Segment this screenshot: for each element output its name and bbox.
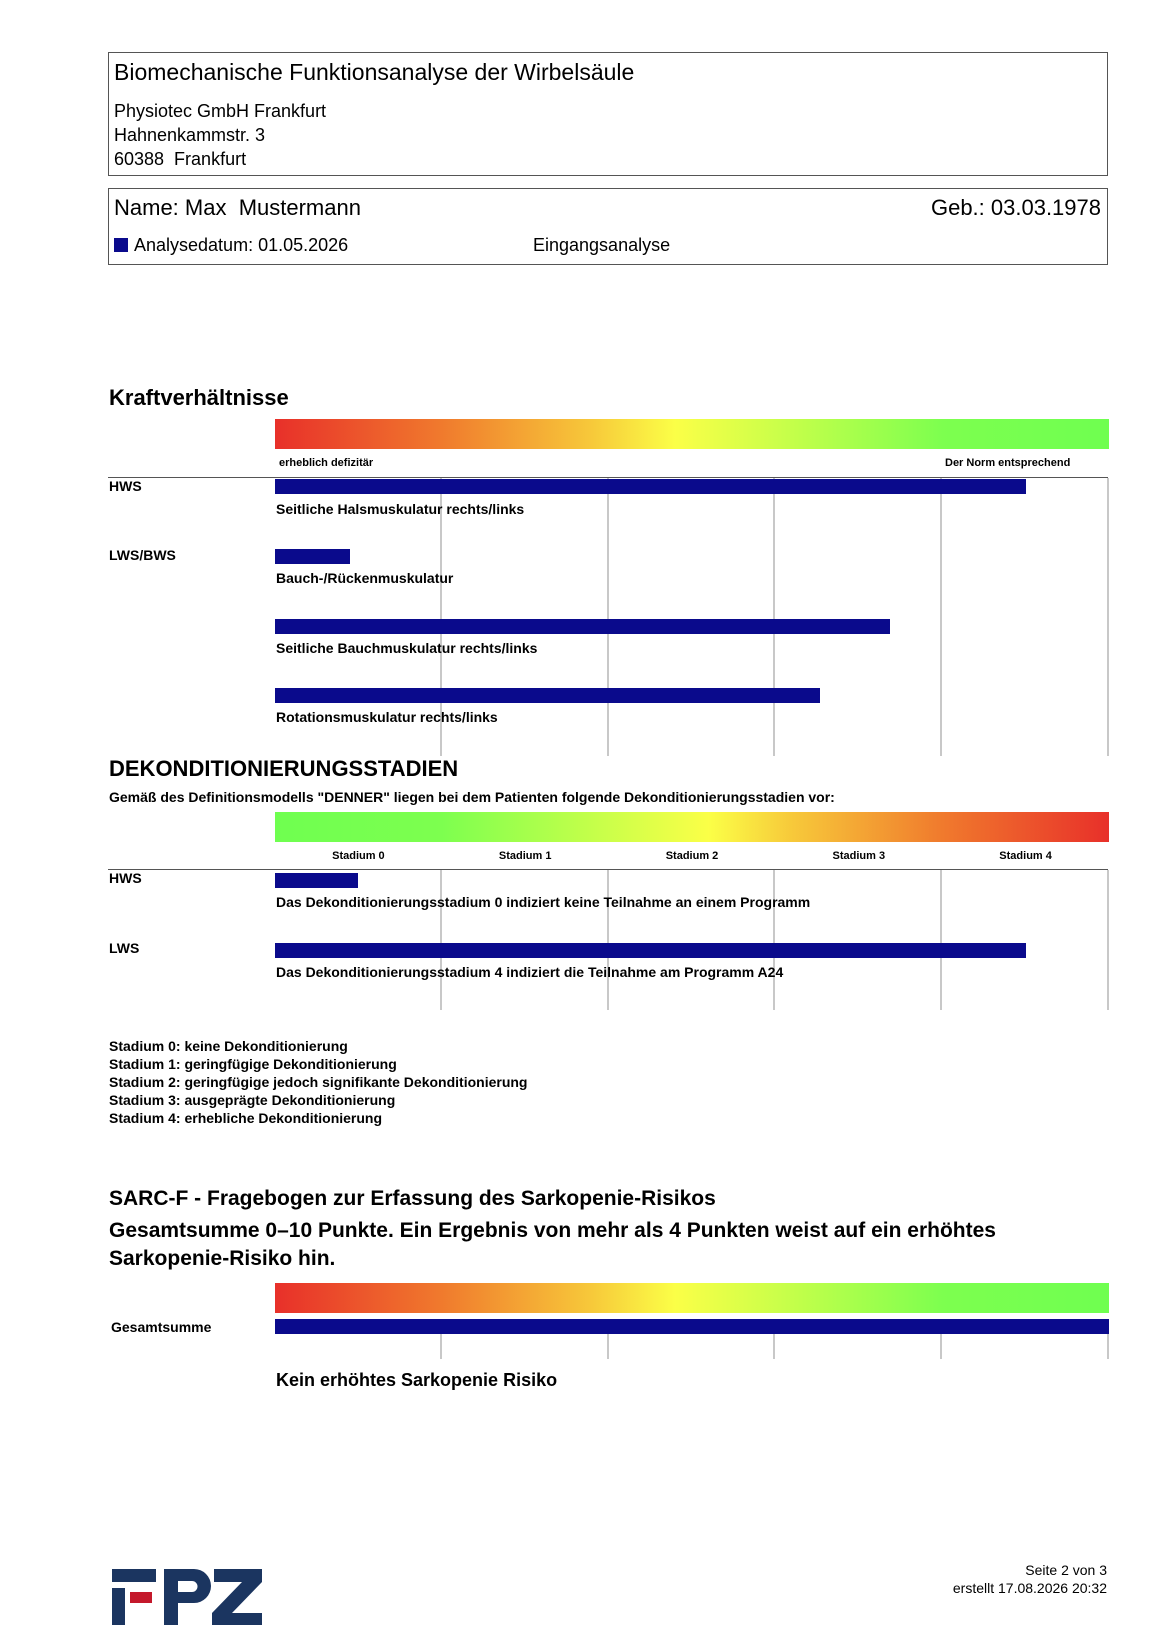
sarc-gradient-scale <box>275 1283 1109 1313</box>
company-street: Hahnenkammstr. 3 <box>114 125 266 145</box>
dekond-gradient-scale <box>275 812 1109 842</box>
legend-item: Stadium 2: geringfügige jedoch signifikante Dekonditionierung <box>109 1074 528 1090</box>
stage-label: Stadium 0 <box>332 850 385 862</box>
report-title: Biomechanische Funktionsanalyse der Wirbelsäule <box>114 59 635 85</box>
legend-item: Stadium 4: erhebliche Dekonditionierung <box>109 1110 383 1126</box>
kraft-group-lws-bws: LWS/BWS <box>109 547 176 563</box>
sarc-heading: SARC-F - Fragebogen zur Erfassung des Sarkopenie-Risikos <box>109 1187 716 1210</box>
fpz-logo <box>110 1565 266 1636</box>
grid-line <box>940 870 942 1010</box>
dekond-row-hws: HWS <box>109 870 142 886</box>
dekond-legend <box>109 1037 527 1127</box>
grid-line <box>773 870 775 1010</box>
sarc-description: Gesamtsumme 0–10 Punkte. Ein Ergebnis von mehr als 4 Punkten weist auf ein erhöhtes Sarkopenie-Risiko hin. <box>109 1219 996 1270</box>
kraft-scale-right: Der Norm entsprechend <box>945 457 1071 469</box>
dekond-text-lws: Das Dekonditionierungsstadium 4 indiziert die Teilnahme am Programm A24 <box>276 964 784 980</box>
dekond-subtitle: Gemäß des Definitionsmodells "DENNER" liegen bei dem Patienten folgende Dekonditionierungsstadien vor: <box>109 789 835 805</box>
kraft-gradient-scale <box>275 419 1109 449</box>
analysis-type: Eingangsanalyse <box>533 235 671 255</box>
kraft-bar-seitliche-bauch <box>275 619 890 634</box>
kraft-bar-rotation <box>275 688 820 703</box>
stage-label: Stadium 1 <box>498 850 552 862</box>
company-name: Physiotec GmbH Frankfurt <box>114 101 327 121</box>
kraft-label-bauch-ruecken: Bauch-/Rückenmuskulatur <box>276 570 454 586</box>
patient-name: Name: Max Mustermann <box>114 195 361 220</box>
kraft-bar-halsmuskulatur <box>275 479 1026 494</box>
dekond-section-title: DEKONDITIONIERUNGSSTADIEN <box>109 756 459 781</box>
grid-line <box>1107 478 1109 756</box>
legend-item: Stadium 0: keine Dekonditionierung <box>109 1038 348 1054</box>
created-timestamp: erstellt 17.08.2026 20:32 <box>952 1580 1107 1596</box>
stage-label: Stadium 2 <box>665 850 719 862</box>
company-address <box>114 99 326 171</box>
grid-line <box>940 478 942 756</box>
grid-line <box>773 478 775 756</box>
company-city: 60388 Frankfurt <box>114 149 247 169</box>
kraft-group-hws: HWS <box>109 478 142 494</box>
grid-line <box>607 870 609 1010</box>
header-box <box>108 52 1108 176</box>
kraft-label-halsmuskulatur: Seitliche Halsmuskulatur rechts/links <box>276 501 525 517</box>
fpz-logo-icon <box>110 1565 266 1631</box>
analysis-date-row <box>114 235 348 256</box>
stage-label: Stadium 4 <box>999 850 1052 862</box>
grid-line <box>1107 870 1109 1010</box>
grid-line <box>607 478 609 756</box>
kraft-section-title: Kraftverhältnisse <box>109 385 289 410</box>
legend-item: Stadium 3: ausgeprägte Dekonditionierung <box>109 1092 396 1108</box>
sarc-title <box>109 1185 1109 1273</box>
dekond-bar-hws <box>275 873 358 888</box>
analysis-date: Analysedatum: 01.05.2026 <box>134 235 349 255</box>
dekond-bar-lws <box>275 943 1026 958</box>
kraft-scale-left: erheblich defizitär <box>279 457 374 469</box>
sarc-bar <box>275 1319 1109 1334</box>
page-number: Seite 2 von 3 <box>1025 1562 1107 1578</box>
stage-label: Stadium 3 <box>832 850 886 862</box>
patient-dob: Geb.: 03.03.1978 <box>930 195 1101 220</box>
sarc-row-label: Gesamtsumme <box>111 1319 212 1335</box>
dekond-text-hws: Das Dekonditionierungsstadium 0 indiziert keine Teilnahme an einem Programm <box>276 894 811 910</box>
series-marker-icon <box>114 238 128 252</box>
sarc-result: Kein erhöhtes Sarkopenie Risiko <box>276 1370 558 1390</box>
grid-line <box>440 870 442 1010</box>
legend-item: Stadium 1: geringfügige Dekonditionierung <box>109 1056 397 1072</box>
dekond-row-lws: LWS <box>109 940 140 956</box>
kraft-bar-bauch-ruecken <box>275 549 350 564</box>
patient-box <box>108 188 1108 265</box>
page-footer <box>953 1561 1107 1597</box>
kraft-label-rotation: Rotationsmuskulatur rechts/links <box>276 709 498 725</box>
kraft-label-seitliche-bauch: Seitliche Bauchmuskulatur rechts/links <box>276 640 538 656</box>
